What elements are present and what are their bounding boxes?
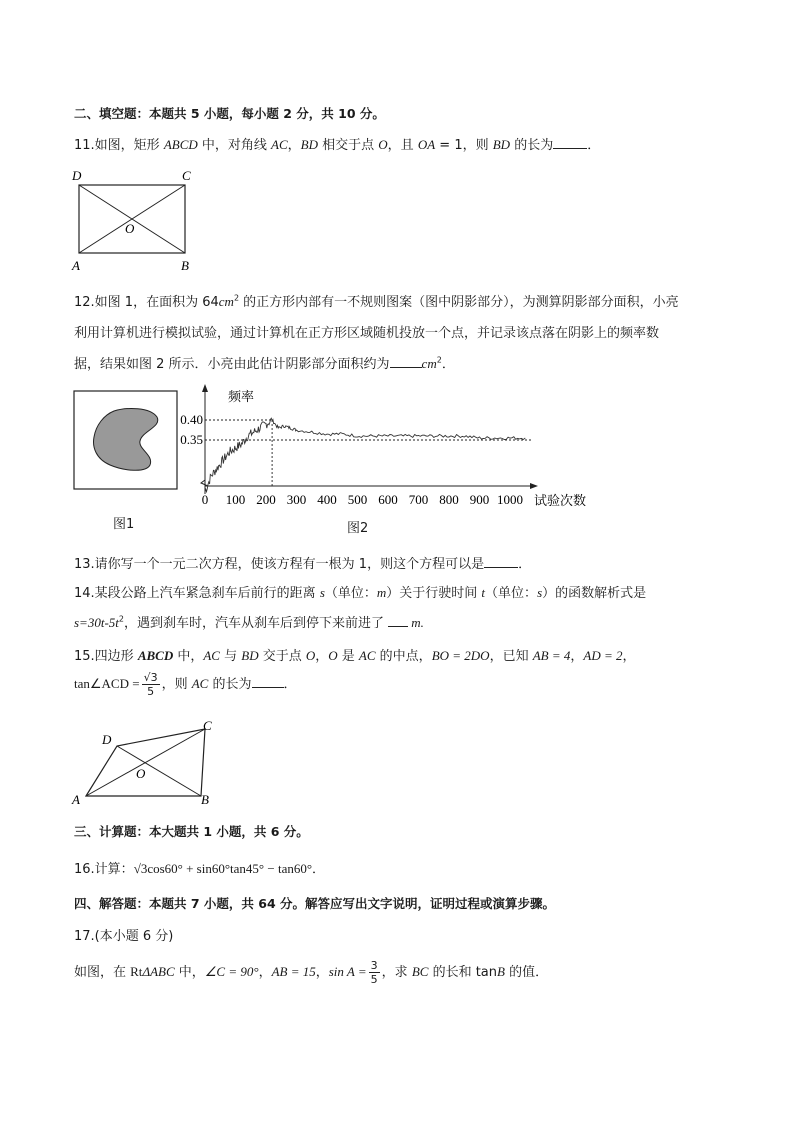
x-tick-label: 500	[347, 492, 368, 507]
q12-text: ．	[441, 357, 455, 372]
q14-unit: m.	[408, 615, 424, 630]
q11-text: ．	[587, 138, 601, 153]
q14-text: ）关于行驶时间	[386, 586, 482, 601]
answer-blank[interactable]	[252, 676, 284, 688]
x-tick-label: 800	[439, 492, 459, 507]
q14-text: （单位：	[485, 586, 538, 601]
x-tick-label: 0	[201, 492, 209, 507]
label-d: D	[102, 732, 112, 747]
y-axis-arrow	[202, 384, 208, 392]
q11-text: 中，对角线	[197, 138, 272, 153]
q11-abcd: ABCD	[163, 137, 198, 152]
q15-text: ．	[283, 677, 297, 692]
q12-unit: cm	[421, 356, 437, 371]
question-15-line2	[74, 672, 297, 697]
question-12-line3	[74, 353, 455, 372]
q15-text: 中，	[173, 649, 204, 664]
label-o: O	[136, 766, 146, 781]
q17-formula: sin A =	[328, 964, 367, 979]
y-tick-label: 0.40	[180, 412, 203, 427]
q15-var: AC	[358, 648, 376, 663]
question-12-line2: 利用计算机进行模拟试验，通过计算机在正方形区域随机投放一个点，并记录该点落在阴影上的频率数	[74, 326, 660, 341]
figure-1	[72, 389, 184, 493]
q15-var: BD	[241, 648, 259, 663]
question-13	[74, 553, 531, 572]
x-tick-label: 200	[256, 492, 276, 507]
fraction	[142, 672, 160, 697]
q17-text: ，求	[381, 965, 412, 980]
q14-var: m	[376, 585, 387, 600]
q17-text: ，	[315, 965, 329, 980]
q11-o: O	[378, 137, 388, 152]
q14-text: （单位：	[324, 586, 377, 601]
label-d: D	[72, 168, 82, 183]
q15-text: ，则	[161, 677, 192, 692]
label-a: A	[72, 792, 80, 807]
q15-formula: AB = 4	[532, 648, 571, 663]
q15-text: ，	[622, 649, 636, 664]
q17-formula: AB = 15	[271, 964, 316, 979]
q11-text: 11.如图，矩形	[74, 138, 164, 153]
q12-sup: 2	[233, 293, 240, 303]
q15-text: 的中点，	[375, 649, 432, 664]
figure-2-caption: 图2	[347, 521, 369, 536]
q16-expression: √3cos60° + sin60°tan45° − tan60°	[133, 861, 313, 876]
quadrilateral-figure	[70, 716, 220, 808]
q14-text: ）的函数解析式是	[542, 586, 647, 601]
q17-text: 的长和 tan	[428, 965, 498, 980]
label-o: O	[125, 221, 135, 236]
x-axis-arrow	[530, 483, 538, 489]
q14-text: ，遇到刹车时，汽车从刹车后到停下来前进了	[123, 616, 384, 631]
q11-text: 相交于点	[318, 138, 379, 153]
x-tick-label: 1000	[497, 492, 523, 507]
q17-var: ΔABC	[142, 964, 175, 979]
q11-oa: OA	[417, 137, 436, 152]
q15-text: 交于点	[258, 649, 306, 664]
q11-bd: BD	[300, 137, 319, 152]
fraction-numerator: 3	[370, 959, 378, 972]
q15-text: ，	[570, 649, 584, 664]
question-11	[74, 134, 600, 153]
q12-text: 的正方形内部有一不规则图案（图中阴影部分），为测算阴影部分面积，小亮	[239, 295, 679, 310]
q13-text: ．	[518, 557, 532, 572]
q15-text: ，	[315, 649, 329, 664]
q12-sup: 2	[436, 355, 442, 365]
q15-var: O	[305, 648, 316, 663]
answer-blank[interactable]	[390, 356, 422, 368]
label-a: A	[72, 258, 80, 273]
answer-blank[interactable]	[388, 615, 408, 627]
q14-var: s	[319, 585, 325, 600]
frequency-chart	[170, 382, 610, 512]
q15-var: ABCD	[137, 648, 174, 663]
fraction	[369, 960, 380, 985]
frequency-series	[205, 418, 525, 492]
shaded-pattern	[94, 409, 158, 471]
q15-var: O	[328, 648, 338, 663]
q12-text: 12.如图 1，在面积为 64	[74, 295, 219, 310]
q14-sup: 2	[118, 614, 124, 624]
section-header-fill-blank: 二、填空题：本题共 5 小题，每小题 2 分，共 10 分。	[74, 106, 385, 121]
question-12-line1	[74, 291, 679, 310]
q15-text: 15.四边形	[74, 649, 138, 664]
q17-var: BC	[411, 964, 429, 979]
q14-text: 14.某段公路上汽车紧急刹车后前行的距离	[74, 586, 320, 601]
q17-text: ，	[258, 965, 272, 980]
q17-var: B	[497, 964, 505, 979]
q16-text: 16.计算：	[74, 862, 134, 877]
question-14-line1	[74, 582, 646, 601]
q11-ac: AC	[271, 137, 288, 152]
x-tick-label: 600	[378, 492, 398, 507]
q14-formula: s=30t-5t	[74, 615, 119, 630]
q15-text: ，已知	[489, 649, 533, 664]
q14-var: t	[481, 585, 486, 600]
q17-text: 的值．	[504, 965, 549, 980]
fraction-numerator: √3	[143, 671, 158, 684]
label-c: C	[203, 718, 212, 733]
question-17-header: 17.(本小题 6 分)	[74, 929, 174, 944]
q11-text: 的长为	[510, 138, 554, 153]
x-tick-label: 300	[286, 492, 307, 507]
y-axis-label: 频率	[228, 390, 255, 405]
q15-text: 与	[219, 649, 242, 664]
q15-var: AC	[191, 676, 209, 691]
question-14-line2	[74, 612, 424, 631]
q15-var: AC	[203, 648, 220, 663]
section-header-answer: 四、解答题：本题共 7 小题，共 64 分。解答应写出文字说明，证明过程或演算步骤。	[74, 896, 556, 911]
x-tick-label: 900	[469, 492, 490, 507]
q15-formula: BO = 2DO	[431, 648, 490, 663]
q15-formula: tan∠ACD =	[74, 676, 140, 691]
figure-1-caption: 图1	[113, 517, 135, 532]
q17-formula: ∠C = 90°	[204, 964, 259, 979]
question-15-line1	[74, 645, 636, 664]
q12-text: 据，结果如图 2 所示．小亮由此估计阴影部分面积约为	[74, 357, 390, 372]
q11-text: ，	[287, 138, 301, 153]
q11-text: = 1，则	[435, 138, 493, 153]
x-tick-label: 400	[317, 492, 337, 507]
section-header-calculation: 三、计算题：本大题共 1 小题，共 6 分。	[74, 824, 309, 839]
q14-var: s	[537, 585, 543, 600]
fraction-denominator: 5	[370, 973, 378, 986]
q11-bd: BD	[492, 137, 511, 152]
q17-text: 如图，在	[74, 965, 131, 980]
q15-text: 的长为	[208, 677, 252, 692]
q15-formula: AD = 2	[583, 648, 623, 663]
answer-blank[interactable]	[484, 556, 518, 568]
q13-text: 13.请你写一个一元二次方程，使该方程有一根为 1，则这个方程可以是	[74, 557, 485, 572]
fraction-denominator: 5	[147, 685, 155, 698]
q12-unit: cm	[218, 294, 234, 309]
q17-text: 中，	[174, 965, 205, 980]
x-tick-label: 700	[408, 492, 429, 507]
label-c: C	[182, 168, 191, 183]
q16-text: ．	[312, 862, 326, 877]
q15-text: 是	[337, 649, 359, 664]
answer-blank[interactable]	[553, 137, 587, 149]
x-axis-label: 试验次数	[534, 494, 587, 509]
question-17	[74, 960, 548, 985]
rectangle-figure	[70, 166, 200, 274]
y-tick-label: 0.35	[180, 432, 203, 447]
question-16	[74, 858, 325, 877]
q17-var: Rt	[130, 964, 143, 979]
label-b: B	[181, 258, 189, 273]
x-tick-label: 100	[225, 492, 246, 507]
label-b: B	[201, 792, 209, 807]
q11-text: ，且	[387, 138, 418, 153]
